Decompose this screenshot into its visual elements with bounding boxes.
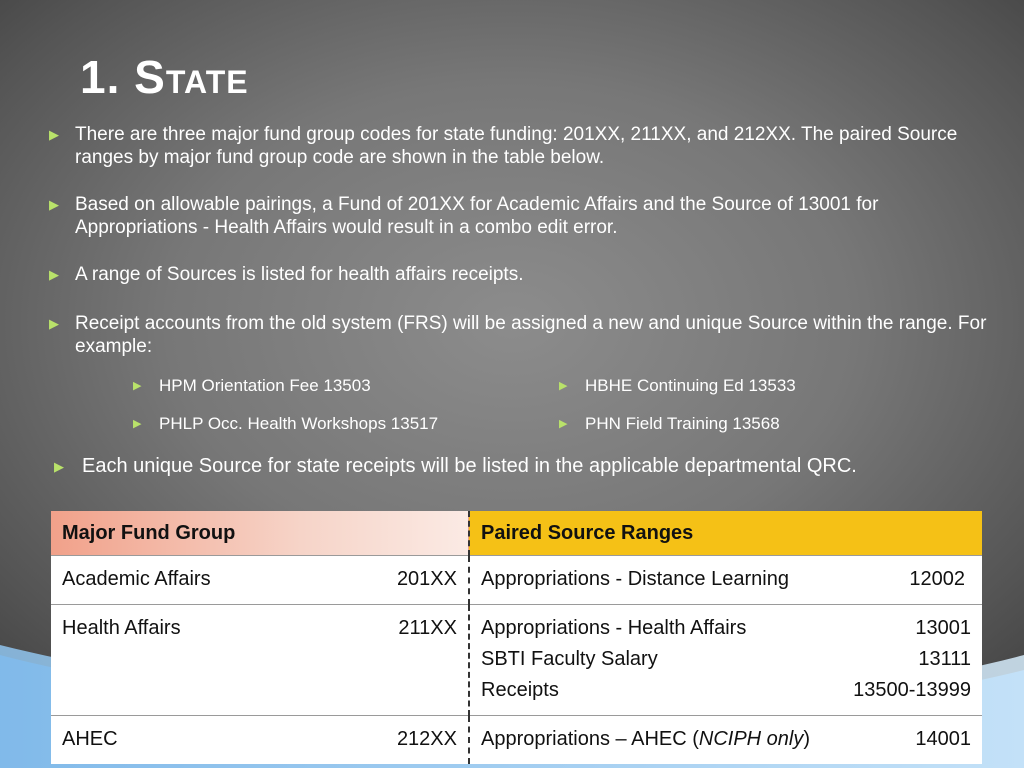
source-range: 13111 xyxy=(918,648,971,670)
fund-group-cell xyxy=(51,716,469,765)
table-row xyxy=(51,716,982,765)
example-item xyxy=(559,413,780,435)
example-item xyxy=(133,413,439,435)
example-text: HBHE Continuing Ed 13533 xyxy=(585,376,796,395)
source-range: 13001 xyxy=(915,617,971,639)
source-ranges-cell xyxy=(469,716,982,765)
fund-group-name: Academic Affairs xyxy=(62,568,211,590)
source-ranges-cell xyxy=(469,556,982,605)
source-name-prefix: Appropriations – AHEC ( xyxy=(481,728,699,750)
source-name: SBTI Faculty Salary xyxy=(481,648,658,670)
sub-bullet-arrow-icon: ▶ xyxy=(559,418,568,430)
bullet-item xyxy=(49,263,995,286)
bullet-text: Based on allowable pairings, a Fund of 201XX for Academic Affairs and the Source of 13001 for Appropriations - Health Affairs would result in a combo edit error. xyxy=(75,194,879,238)
source-name-italic: NCIPH only xyxy=(698,728,804,750)
bullet-item xyxy=(54,455,1002,478)
bullet-item xyxy=(49,193,995,239)
sub-bullet-arrow-icon: ▶ xyxy=(133,418,142,430)
bullet-text: Receipt accounts from the old system (FRS) will be assigned a new and unique Source within the range. For example: xyxy=(75,313,987,357)
bullet-arrow-icon: ▶ xyxy=(49,197,59,212)
example-text: PHLP Occ. Health Workshops 13517 xyxy=(159,414,439,433)
bullet-item xyxy=(49,123,995,169)
bullet-text: Each unique Source for state receipts will be listed in the applicable departmental QRC. xyxy=(82,455,857,477)
fund-group-cell xyxy=(51,556,469,605)
source-name: Appropriations - Health Affairs xyxy=(481,617,747,639)
source-name: Appropriations - Distance Learning xyxy=(481,568,789,590)
source-name xyxy=(481,724,810,755)
bullet-arrow-icon: ▶ xyxy=(54,459,64,474)
bullet-arrow-icon: ▶ xyxy=(49,267,59,282)
fund-group-cell xyxy=(51,605,469,716)
fund-group-name: Health Affairs xyxy=(62,617,181,639)
example-text: HPM Orientation Fee 13503 xyxy=(159,376,371,395)
fund-group-code: 212XX xyxy=(396,728,457,750)
example-item xyxy=(133,375,371,397)
page-title: 1. State xyxy=(80,51,249,103)
source-range: 13500-13999 xyxy=(853,679,971,701)
table-row xyxy=(51,605,982,716)
fund-group-code: 211XX xyxy=(398,617,457,639)
example-text: PHN Field Training 13568 xyxy=(585,414,780,433)
bullet-text: There are three major fund group codes for state funding: 201XX, 211XX, and 212XX. The paired Source ranges by major fund group code are shown in the table below. xyxy=(75,124,958,168)
bullet-text: A range of Sources is listed for health affairs receipts. xyxy=(75,264,524,285)
bullet-arrow-icon: ▶ xyxy=(49,127,59,142)
table-row xyxy=(51,556,982,605)
sub-bullet-arrow-icon: ▶ xyxy=(133,380,142,392)
source-ranges-cell xyxy=(469,605,982,716)
bullet-item xyxy=(49,312,995,358)
fund-group-code: 201XX xyxy=(396,568,457,590)
source-name: Receipts xyxy=(481,679,559,701)
fund-group-name: AHEC xyxy=(62,728,118,750)
header-paired-source-ranges: Paired Source Ranges xyxy=(469,511,982,556)
example-item xyxy=(559,375,796,397)
source-range: 14001 xyxy=(915,728,971,750)
source-range: 12002 xyxy=(909,568,965,590)
source-name-suffix: ) xyxy=(803,728,811,750)
sub-bullet-arrow-icon: ▶ xyxy=(559,380,568,392)
bullet-arrow-icon: ▶ xyxy=(49,316,59,331)
table-header-row xyxy=(51,511,982,556)
header-major-fund-group: Major Fund Group xyxy=(51,511,469,556)
fund-source-table xyxy=(51,511,982,764)
